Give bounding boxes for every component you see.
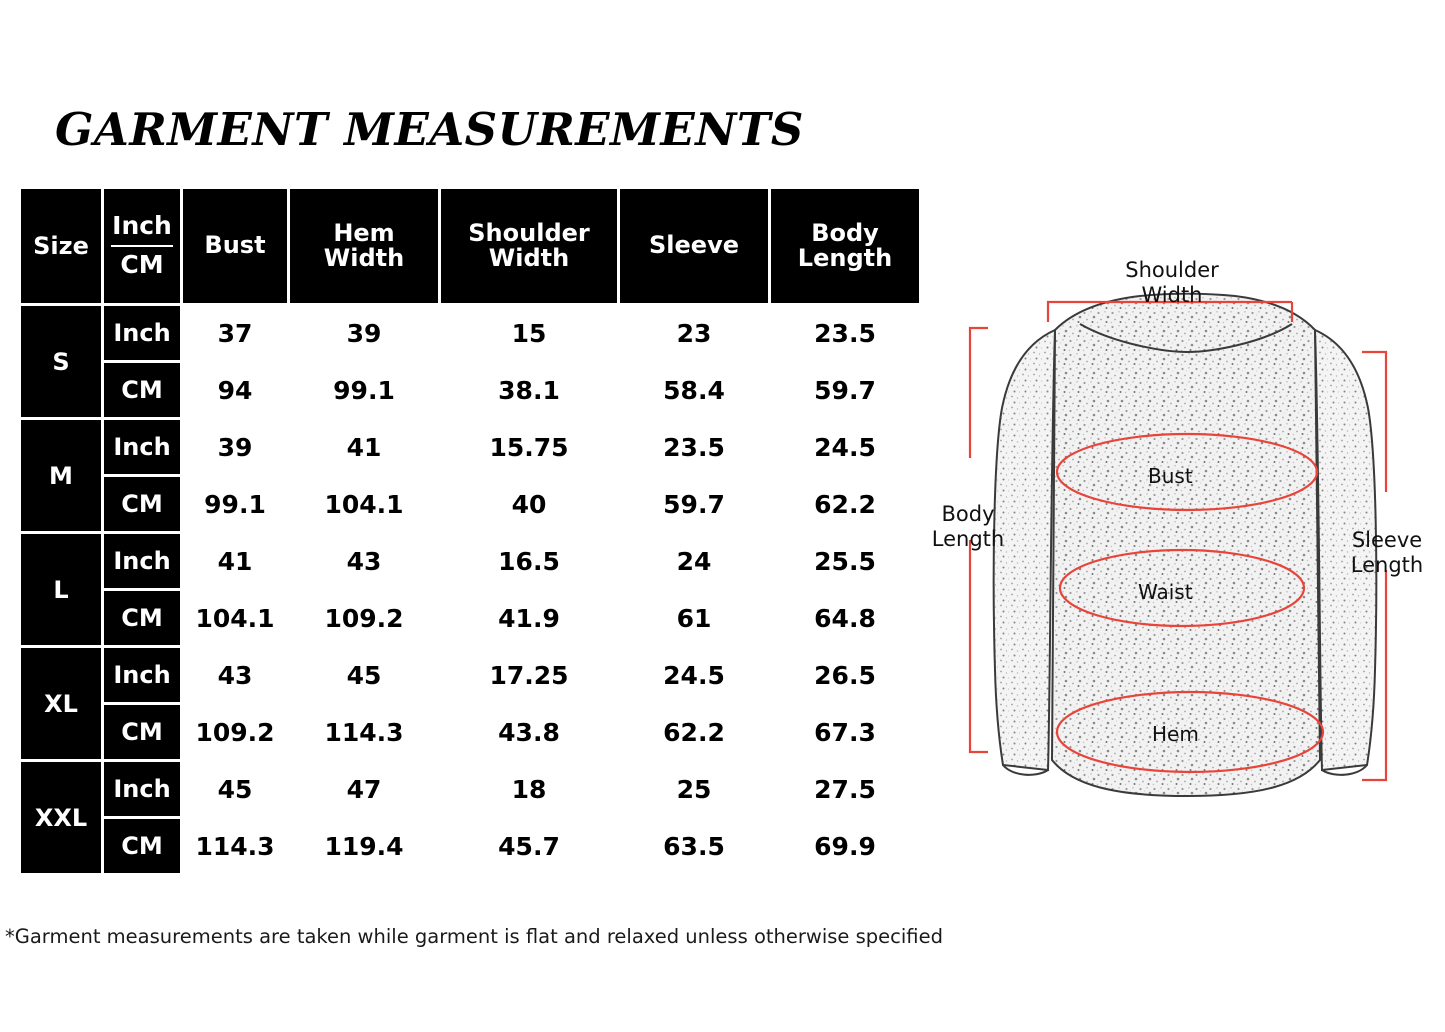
header-hem-width-line1: Hem xyxy=(333,218,395,247)
table-row xyxy=(21,420,919,474)
table-row xyxy=(21,363,919,417)
table-header-row xyxy=(21,189,919,303)
cell-shoulder-width: 18 xyxy=(441,762,617,816)
cell-bust: 94 xyxy=(183,363,287,417)
cell-body-length: 67.3 xyxy=(771,705,919,759)
diagram-label-body-length-line1: Body xyxy=(941,502,995,526)
diagram-label-body-length xyxy=(908,502,1028,552)
cell-shoulder-width: 15 xyxy=(441,306,617,360)
garment-diagram xyxy=(900,240,1445,860)
cell-bust: 109.2 xyxy=(183,705,287,759)
cell-sleeve: 62.2 xyxy=(620,705,768,759)
cell-shoulder-width: 41.9 xyxy=(441,591,617,645)
row-unit-inch: Inch xyxy=(104,420,180,474)
diagram-label-sleeve-length-line2: Length xyxy=(1350,553,1424,578)
cell-shoulder-width: 38.1 xyxy=(441,363,617,417)
cell-sleeve: 25 xyxy=(620,762,768,816)
cell-hem-width: 43 xyxy=(290,534,438,588)
table-row xyxy=(21,306,919,360)
cell-hem-width: 99.1 xyxy=(290,363,438,417)
cell-body-length: 26.5 xyxy=(771,648,919,702)
garment-body-shape xyxy=(1052,294,1320,796)
diagram-label-sleeve-length xyxy=(1332,528,1442,578)
table-row xyxy=(21,648,919,702)
cell-body-length: 64.8 xyxy=(771,591,919,645)
header-bust: Bust xyxy=(183,189,287,303)
header-body-length-line2: Length xyxy=(797,244,893,272)
garment-left-sleeve xyxy=(994,330,1055,775)
table-row xyxy=(21,477,919,531)
cell-sleeve: 23 xyxy=(620,306,768,360)
cell-hem-width: 119.4 xyxy=(290,819,438,873)
row-size-label: S xyxy=(21,306,101,417)
cell-bust: 99.1 xyxy=(183,477,287,531)
garment-measurements-table xyxy=(18,186,922,876)
cell-bust: 114.3 xyxy=(183,819,287,873)
header-hem-width-line2: Width xyxy=(323,244,405,272)
cell-bust: 45 xyxy=(183,762,287,816)
cell-bust: 37 xyxy=(183,306,287,360)
diagram-label-bust: Bust xyxy=(1148,464,1193,488)
cell-shoulder-width: 45.7 xyxy=(441,819,617,873)
cell-sleeve: 61 xyxy=(620,591,768,645)
cell-body-length: 59.7 xyxy=(771,363,919,417)
header-unit-inch: Inch xyxy=(112,211,172,241)
cell-bust: 39 xyxy=(183,420,287,474)
header-unit-cm: CM xyxy=(120,250,164,279)
row-unit-cm: CM xyxy=(104,477,180,531)
cell-hem-width: 41 xyxy=(290,420,438,474)
diagram-label-sleeve-length-line1: Sleeve xyxy=(1351,528,1423,552)
row-unit-inch: Inch xyxy=(104,648,180,702)
cell-shoulder-width: 40 xyxy=(441,477,617,531)
row-unit-inch: Inch xyxy=(104,534,180,588)
diagram-label-shoulder-width-line1: Shoulder xyxy=(1125,258,1219,282)
table-row xyxy=(21,591,919,645)
diagram-label-shoulder-width xyxy=(1092,258,1252,308)
cell-sleeve: 23.5 xyxy=(620,420,768,474)
cell-bust: 104.1 xyxy=(183,591,287,645)
row-unit-inch: Inch xyxy=(104,306,180,360)
cell-hem-width: 114.3 xyxy=(290,705,438,759)
row-unit-cm: CM xyxy=(104,591,180,645)
diagram-label-waist: Waist xyxy=(1138,580,1193,604)
cell-shoulder-width: 15.75 xyxy=(441,420,617,474)
cell-sleeve: 63.5 xyxy=(620,819,768,873)
cell-hem-width: 109.2 xyxy=(290,591,438,645)
cell-body-length: 24.5 xyxy=(771,420,919,474)
cell-hem-width: 47 xyxy=(290,762,438,816)
header-size-label: Size xyxy=(33,232,89,260)
table-row xyxy=(21,534,919,588)
row-unit-inch: Inch xyxy=(104,762,180,816)
header-size xyxy=(21,189,101,303)
table-row xyxy=(21,819,919,873)
cell-body-length: 62.2 xyxy=(771,477,919,531)
row-size-label: M xyxy=(21,420,101,531)
cell-hem-width: 104.1 xyxy=(290,477,438,531)
header-shoulder-width xyxy=(441,189,617,303)
header-sleeve: Sleeve xyxy=(620,189,768,303)
cell-hem-width: 39 xyxy=(290,306,438,360)
row-unit-cm: CM xyxy=(104,819,180,873)
cell-body-length: 25.5 xyxy=(771,534,919,588)
footnote-text: *Garment measurements are taken while garment is flat and relaxed unless otherwise specified xyxy=(5,925,943,948)
page-title: GARMENT MEASUREMENTS xyxy=(55,103,804,156)
header-body-length xyxy=(771,189,919,303)
cell-sleeve: 24 xyxy=(620,534,768,588)
cell-sleeve: 59.7 xyxy=(620,477,768,531)
cell-bust: 43 xyxy=(183,648,287,702)
row-unit-cm: CM xyxy=(104,363,180,417)
cell-body-length: 27.5 xyxy=(771,762,919,816)
header-body-length-line1: Body xyxy=(811,218,879,247)
cell-body-length: 69.9 xyxy=(771,819,919,873)
row-size-label: XXL xyxy=(21,762,101,873)
header-shoulder-width-line1: Shoulder xyxy=(468,218,590,247)
cell-shoulder-width: 17.25 xyxy=(441,648,617,702)
cell-bust: 41 xyxy=(183,534,287,588)
cell-shoulder-width: 16.5 xyxy=(441,534,617,588)
table-row xyxy=(21,705,919,759)
diagram-label-shoulder-width-line2: Width xyxy=(1141,283,1203,308)
row-unit-cm: CM xyxy=(104,705,180,759)
cell-sleeve: 58.4 xyxy=(620,363,768,417)
header-hem-width xyxy=(290,189,438,303)
cell-sleeve: 24.5 xyxy=(620,648,768,702)
diagram-label-body-length-line2: Length xyxy=(931,527,1005,552)
header-unit xyxy=(104,189,180,303)
table-row xyxy=(21,762,919,816)
cell-shoulder-width: 43.8 xyxy=(441,705,617,759)
diagram-label-hem: Hem xyxy=(1152,722,1199,746)
header-shoulder-width-line2: Width xyxy=(488,244,570,272)
row-size-label: L xyxy=(21,534,101,645)
cell-body-length: 23.5 xyxy=(771,306,919,360)
row-size-label: XL xyxy=(21,648,101,759)
cell-hem-width: 45 xyxy=(290,648,438,702)
